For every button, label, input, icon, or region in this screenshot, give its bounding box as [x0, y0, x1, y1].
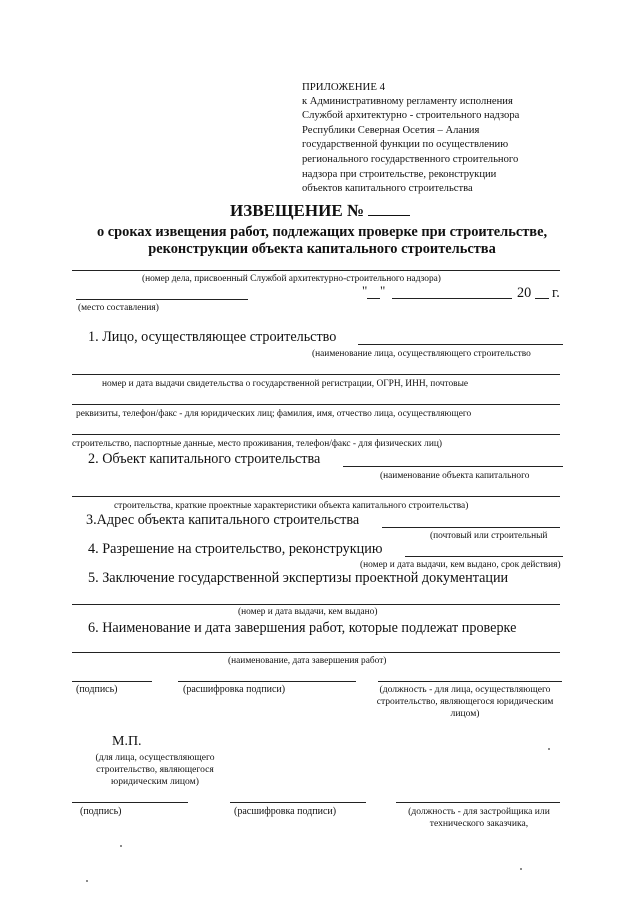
section-3-caption: (почтовый или строительный: [430, 531, 548, 541]
appendix-line: надзора при строительстве, реконструкции: [302, 168, 497, 180]
section-2-label: 2. Объект капитального строительства: [88, 451, 321, 467]
appendix-line: к Административному регламенту исполнения: [302, 95, 513, 107]
appendix-title: ПРИЛОЖЕНИЕ 4: [302, 81, 386, 93]
open-quote: ": [362, 283, 368, 298]
document-subtitle: [48, 224, 596, 258]
section-6-caption: (наименование, дата завершения работ): [228, 656, 387, 666]
section-1-caption-4: строительство, паспортные данные, место проживания, телефон/факс - для физических лиц): [72, 439, 443, 449]
section-2-field-2[interactable]: [72, 496, 560, 497]
day-field[interactable]: [367, 298, 380, 299]
section-1-caption: (наименование лица, осуществляющего строительство: [312, 349, 531, 359]
section-2-field[interactable]: [343, 466, 563, 467]
month-field[interactable]: [392, 298, 512, 299]
subtitle-line: реконструкции объекта капитального строительства: [148, 241, 496, 257]
stamp-mark: М.П.: [112, 734, 142, 749]
section-4-label: 4. Разрешение на строительство, реконструкцию: [88, 541, 383, 557]
decoding-field[interactable]: [178, 681, 356, 682]
section-2-caption-2: строительства, краткие проектные характеристики объекта капитального строительства): [114, 501, 469, 511]
section-1-field-3[interactable]: [72, 404, 560, 405]
subtitle-line: о сроках извещения работ, подлежащих проверке при строительстве,: [96, 224, 548, 240]
signature-field[interactable]: [72, 681, 152, 682]
signature-caption: (подпись): [76, 684, 118, 695]
section-6-label: 6. Наименование и дата завершения работ, которые подлежат проверке: [88, 620, 517, 636]
scan-speck: [120, 845, 122, 847]
section-1-caption-2: номер и дата выдачи свидетельства о государственной регистрации, ОГРН, ИНН, почтовые: [102, 379, 469, 389]
section-1-label: 1. Лицо, осуществляющее строительство: [88, 329, 337, 345]
notice-number-field[interactable]: [368, 201, 410, 216]
section-4-caption: (номер и дата выдачи, кем выдано, срок действия): [360, 560, 561, 570]
decoding-caption-2: (расшифровка подписи): [234, 806, 337, 817]
document-title-text: ИЗВЕЩЕНИЕ №: [230, 201, 364, 220]
signature-caption-2: (подпись): [80, 806, 122, 817]
document-title: [60, 201, 580, 221]
position-caption-2: (должность - для застройщика или технического заказчика,: [408, 806, 550, 829]
case-number-field[interactable]: [72, 270, 560, 271]
decoding-field-2[interactable]: [230, 802, 366, 803]
year-prefix: 20: [517, 285, 532, 301]
year-field[interactable]: [535, 298, 549, 299]
case-number-caption: (номер дела, присвоенный Службой архитектурно-строительного надзора): [142, 274, 441, 284]
position-caption: (должность - для лица, осуществляющего строительство, являющегося юридическим лицом): [376, 684, 554, 719]
stamp-note: (для лица, осуществляющего строительство, являющегося юридическим лицом): [95, 752, 215, 787]
year-suffix: г.: [552, 285, 560, 301]
signature-field-2[interactable]: [72, 802, 188, 803]
section-2-caption: (наименование объекта капитального: [380, 471, 530, 481]
section-3-field[interactable]: [382, 527, 560, 528]
section-5-caption: (номер и дата выдачи, кем выдано): [238, 607, 378, 617]
section-1-caption-3: реквизиты, телефон/факс - для юридических лиц; фамилия, имя, отчество лица, осуществляющего: [76, 409, 472, 419]
section-1-field[interactable]: [358, 344, 563, 345]
scan-speck: [86, 880, 88, 882]
place-caption: (место составления): [78, 303, 159, 313]
scan-speck: [548, 748, 550, 750]
section-1-field-4[interactable]: [72, 434, 560, 435]
section-6-field[interactable]: [72, 652, 560, 653]
appendix-line: регионального государственного строительного: [302, 153, 519, 165]
appendix-line: государственной функции по осуществлению: [302, 139, 509, 151]
appendix-line: Республики Северная Осетия – Алания: [302, 124, 480, 136]
section-5-label: 5. Заключение государственной экспертизы проектной документации: [88, 570, 509, 586]
section-3-label: 3.Адрес объекта капитального строительства: [86, 512, 360, 528]
decoding-caption: (расшифровка подписи): [183, 684, 286, 695]
appendix-block: [302, 80, 582, 197]
section-1-field-2[interactable]: [72, 374, 560, 375]
position-field[interactable]: [378, 681, 562, 682]
scan-speck: [520, 868, 522, 870]
section-4-field[interactable]: [405, 556, 563, 557]
position-field-2[interactable]: [396, 802, 560, 803]
appendix-line: объектов капитального строительства: [302, 183, 473, 195]
section-5-field[interactable]: [72, 604, 560, 605]
close-quote: ": [380, 283, 386, 298]
appendix-line: Службой архитектурно - строительного надзора: [302, 110, 520, 122]
place-field[interactable]: [76, 299, 248, 300]
